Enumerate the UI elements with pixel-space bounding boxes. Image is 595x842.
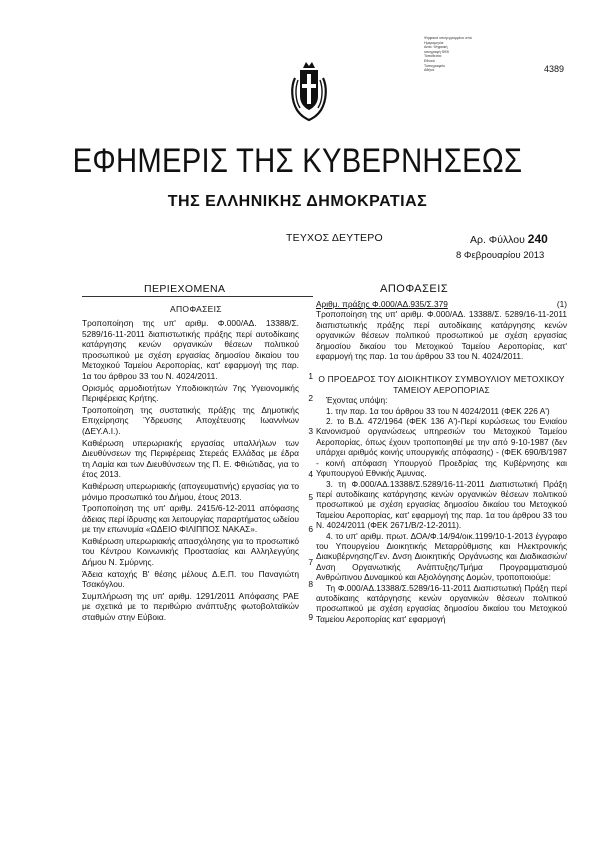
stamp-line: Αθήνα bbox=[424, 68, 435, 73]
toc-item: Τροποποίηση της συστατικής πράξης της Δημοτικής Επιχείρησης Ύδρευσης Αποχέτευσης Ιωαννίνων (ΔΕΥ.Α.Ι.). 3 bbox=[82, 404, 313, 436]
paragraph: 2. το Β.Δ. 472/1964 (ΦΕΚ 136 Α')-Περί κυρώσεως του Ενιαίου Κανονισμού οργανώσεως υπηρεσιών του Μετοχικού Ταμείου Αεροπορίας, όπως έχουν τροποποιηθεί με την από 9-10-1987 (δεν υπάρχει αριθμός κοινής υπουργικής απόφασης) - (ΦΕΚ 690/Β/1987 - κοινή απόφαση Υπουργού Προεδρίας της Κυβέρνησης και Υφυπουργού Εθνικής Άμυνας. bbox=[316, 416, 567, 479]
toc-page: 2 bbox=[308, 393, 313, 404]
toc-page: 1 bbox=[308, 370, 313, 381]
decision-reference: Αριθμ. πράξης Φ.000/ΑΔ.935/Σ.379 (1) bbox=[316, 299, 567, 309]
stamp-line: Εθνικό bbox=[424, 58, 435, 63]
toc-item: Τροποποίηση της υπ' αριθμ. Φ.000/ΑΔ. 13388/Σ. 5289/16-11-2011 διαπιστωτικής πράξης περί αυτοδίκαιης κατάργησης κενών οργανικών θέσεων πολιτικού προσωπικού με σχέση εργασίας δημοσίου δικαίου του Μετοχικού Ταμείου Αεροπορίας, κατ' εφαρμογή της παρ. 1α του άρθρου 33 του Ν. 4024/2011. 1 bbox=[82, 318, 313, 381]
paragraph: 4. το υπ' αριθμ. πρωτ. ΔΟΑ/Φ.14/94/οικ.1199/10-1-2013 έγγραφο του Υπουργείου Διοικητικής Μεταρρύθμισης και Ηλεκτρονικής Διακυβέρνησης/Γεν. Δνση Διοικητικής Οργάνωσης και Διαδικασιών/Δνση Οργανωτικής Ανάπτυξης/Τμήμα Προγραμματισμού Ανθρώπινου Δυναμικού και Αξιολόγησης Δομών, τροποποιούμε: bbox=[316, 530, 567, 583]
decisions-heading: ΑΠΟΦΑΣΕΙΣ bbox=[380, 283, 449, 295]
toc-item: Συμπλήρωση της υπ' αριθμ. 1291/2011 Απόφασης ΡΑΕ με σχετικά με το περιθώριο ανάπτυξης φωτοβολταϊκών σταθμών στην Εύβοια. 9 bbox=[82, 590, 313, 623]
decision-number: (1) bbox=[556, 299, 567, 309]
sheet-number: 240 bbox=[527, 232, 548, 246]
table-of-contents bbox=[82, 318, 313, 624]
page-number: 4389 bbox=[544, 64, 565, 74]
stamp-line: Τοποθεσία: bbox=[424, 54, 442, 59]
sheet-number-label bbox=[470, 232, 548, 246]
sheet-label: Αρ. Φύλλου bbox=[470, 234, 525, 246]
paragraph: Τη Φ.000/ΑΔ.13388/Σ.5289/16-11-2011 Διαπιστωτική Πράξη περί αυτοδίκαιης κατάργησης κενών οργανικών θέσεων πολιτικού προσωπικού με σχέση εργασίας δημοσίου δικαίου του Μετοχικού Ταμείου Αεροπορίας κατ' εφαρμογή bbox=[316, 582, 567, 624]
toc-page: 8 bbox=[308, 579, 313, 590]
contents-heading: ΠΕΡΙΕΧΟΜΕΝΑ bbox=[144, 283, 226, 295]
stamp-line: Ημερομηνία: bbox=[424, 40, 445, 45]
toc-item: Καθιέρωση υπερωριακής απασχόλησης για το προσωπικό του Κέντρου Κοινωνικής Προστασίας και Αλληλεγγύης Δήμου Ν. Σμύρνης. 7 bbox=[82, 535, 313, 568]
toc-page: 4 bbox=[308, 469, 313, 480]
paragraph: 3. τη Φ.000/ΑΔ.13388/Σ.5289/16-11-2011 Διαπιστωτική Πράξη περί αυτοδίκαιης κατάργησης κενών οργανικών θέσεων πολιτικού προσωπικού με σχέση εργασίας δημοσίου δικαίου του Μετοχικού Ταμείου Αεροπορίας, κατ' εφαρμογή της παρ. 1α του άρθρου 33 του Ν. 4024/2011 (ΦΕΚ 2671/Β/2-12-2011). bbox=[316, 478, 567, 531]
stamp-line: Ψηφιακά υπογεγραμμένο από bbox=[424, 36, 472, 40]
gazette-title: ΕΦΗΜΕΡΙΣ ΤΗΣ ΚΥΒΕΡΝΗΣΕΩΣ bbox=[72, 142, 523, 180]
issue-label: ΤΕΥΧΟΣ ΔΕΥΤΕΡΟ bbox=[286, 232, 383, 244]
considering-line: Έχοντας υπόψη: bbox=[326, 395, 388, 406]
decision-intro: Τροποποίηση της υπ' αριθμ. Φ.000/ΑΔ. 13388/Σ. 5289/16-11-2011 διαπιστωτικής πράξης περί αυτοδίκαιης κατάργησης κενών οργανικών θέσεων πολιτικού προσωπικού με σχέση εργασίας δημοσίου δικαίου του Μετοχικού Ταμείου Αεροπορίας, κατ' εφαρμογή της παρ. 1α του άρθρου 33 του Ν. 4024/2011. bbox=[316, 309, 567, 362]
toc-page: 3 bbox=[308, 425, 313, 436]
president-heading: Ο ΠΡΟΕΔΡΟΣ ΤΟΥ ΔΙΟΙΚΗΤΙΚΟΥ ΣΥΜΒΟΥΛΙΟΥ ΜΕΤΟΧΙΚΟΥ ΤΑΜΕΙΟΥ ΑΕΡΟΠΟΡΙΑΣ bbox=[318, 374, 565, 395]
contents-decisions-heading: ΑΠΟΦΑΣΕΙΣ bbox=[170, 304, 222, 314]
stamp-line: υπογραφή ΦΕΚ bbox=[424, 49, 450, 54]
toc-page: 6 bbox=[308, 524, 313, 535]
toc-item: Άδεια κατοχής Β' θέσης μέλους Δ.Ε.Π. του Παναγιώτη Τσακόγλου. 8 bbox=[82, 568, 313, 590]
greek-coat-of-arms-icon bbox=[289, 60, 329, 122]
stamp-line: Τυπογραφείο bbox=[424, 63, 445, 68]
toc-page: 5 bbox=[308, 491, 313, 502]
gazette-subtitle: ΤΗΣ ΕΛΛΗΝΙΚΗΣ ΔΗΜΟΚΡΑΤΙΑΣ bbox=[167, 193, 428, 210]
paragraph: 1. την παρ. 1α του άρθρου 33 του Ν 4024/2011 (ΦΕΚ 226 Α') bbox=[326, 405, 550, 416]
decision-body bbox=[316, 299, 567, 624]
toc-item: Ορισμός αρμοδιοτήτων Υποδιοικητών 7ης Υγειονομικής Περιφέρειας Κρήτης. 2 bbox=[82, 382, 313, 404]
divider bbox=[82, 296, 313, 297]
toc-page: 7 bbox=[308, 557, 313, 568]
stamp-line: Αιτία: Ψηφιακή bbox=[424, 45, 448, 50]
toc-page: 9 bbox=[308, 612, 313, 623]
toc-item: Τροποποίηση της υπ' αριθμ. 2415/6-12-2011 απόφασης άδειας περί ίδρυσης και λειτουργίας παραρτήματος ωδείου με την επωνυμία «ΩΔΕΙΟ ΦΙΛΙΠΠΟΣ ΝΑΚΑΣ». 6 bbox=[82, 503, 313, 535]
digital-signature-stamp bbox=[424, 36, 486, 73]
toc-item: Καθιέρωση υπερωριακής εργασίας υπαλλήλων των Διευθύνσεων της Περιφέρειας Στερεάς Ελλάδας με έδρα τη Λαμία και των Διευθύνσεων της Π. Ε. Φθιώτιδας, για το έτος 2013. 4 bbox=[82, 437, 313, 480]
issue-date: 8 Φεβρουαρίου 2013 bbox=[456, 250, 545, 261]
toc-item: Καθιέρωση υπερωριακής (απογευματινής) εργασίας για το μόνιμο προσωπικό του Δήμου, έτους 2013. 5 bbox=[82, 480, 313, 502]
